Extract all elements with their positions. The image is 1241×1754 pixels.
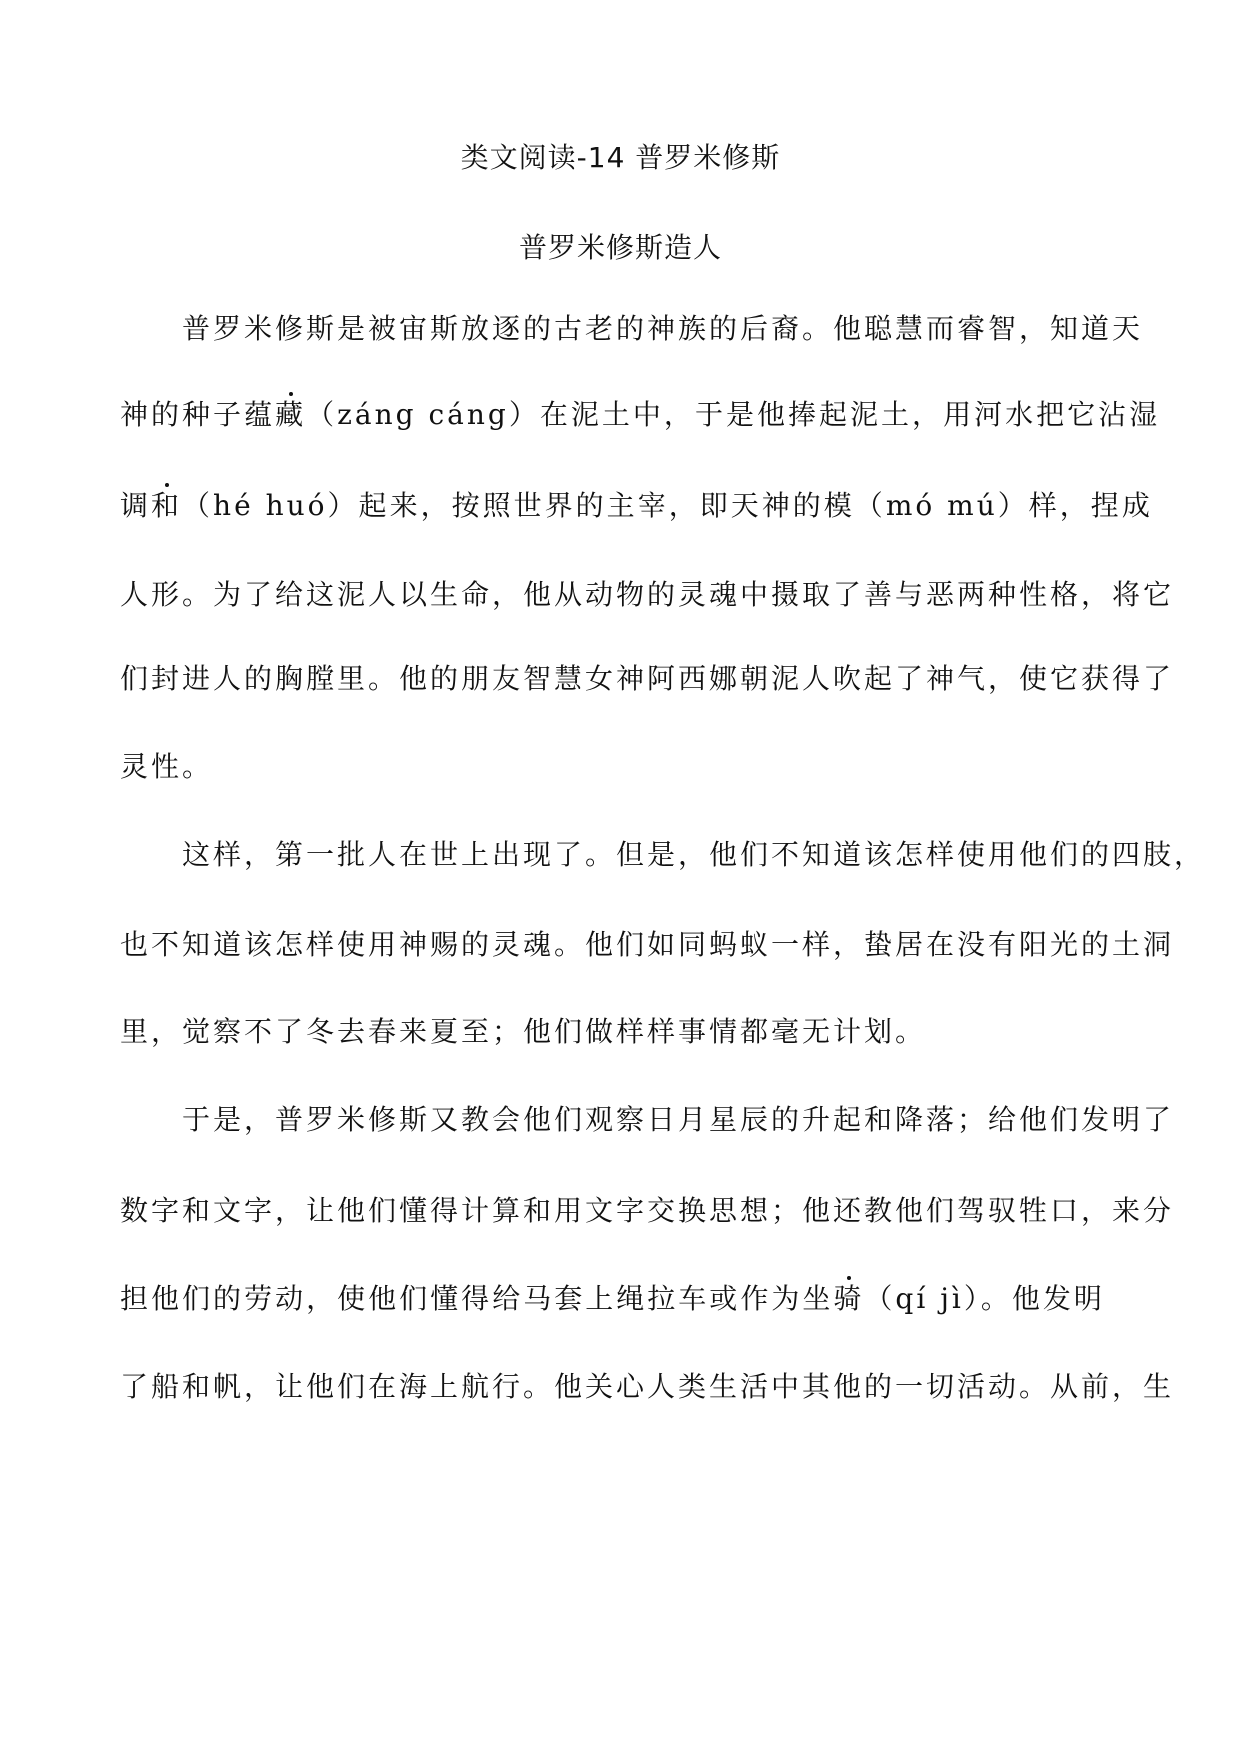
paragraph-line: 人形。为了给这泥人以生命，他从动物的灵魂中摄取了善与恶两种性格，将它 [120, 578, 1175, 611]
paragraph-line: 也不知道该怎样使用神赐的灵魂。他们如同蚂蚁一样，蛰居在没有阳光的土洞 [120, 928, 1175, 961]
paragraph-line: 里，觉察不了冬去春来夏至；他们做样样事情都毫无计划。 [120, 1015, 927, 1048]
paragraph-line: 灵性。 [120, 750, 214, 783]
line-text: 神的种子蕴藏（záng cáng）在泥土中，于是他捧起泥土，用河水把它沾湿 [120, 398, 1161, 431]
paragraph-line [120, 489, 1153, 523]
emphasis-dot-char: 骑 [833, 1282, 865, 1315]
paragraph-line: 这样，第一批人在世上出现了。但是，他们不知道该怎样使用他们的四肢， [120, 838, 1206, 871]
paragraph-line: 于是，普罗米修斯又教会他们观察日月星辰的升起和降落；给他们发明了 [120, 1103, 1175, 1136]
line-text: 调和（hé huó）起来，按照世界的主宰，即天神的模（mó mú）样，捏成 [120, 489, 1153, 522]
paragraph-line: 了船和帆，让他们在海上航行。他关心人类生活中其他的一切活动。从前，生 [120, 1370, 1175, 1403]
paragraph-line [120, 398, 1161, 432]
paragraph-line: 们封进人的胸膛里。他的朋友智慧女神阿西娜朝泥人吹起了神气，使它获得了 [120, 662, 1175, 695]
emphasis-dot-char: 藏 [275, 398, 307, 431]
paragraph-line: 数字和文字，让他们懂得计算和用文字交换思想；他还教他们驾驭牲口，来分 [120, 1194, 1175, 1227]
line-text: 担他们的劳动，使他们懂得给马套上绳拉车或作为坐骑（qí jì）。他发明 [120, 1282, 1105, 1315]
document-title: 类文阅读-14 普罗米修斯 [460, 141, 781, 174]
emphasis-dot-char: 和 [151, 489, 183, 522]
paragraph-line: 普罗米修斯是被宙斯放逐的古老的神族的后裔。他聪慧而睿智，知道天 [120, 312, 1144, 345]
document-subtitle: 普罗米修斯造人 [518, 231, 722, 264]
paragraph-line [120, 1282, 1120, 1316]
